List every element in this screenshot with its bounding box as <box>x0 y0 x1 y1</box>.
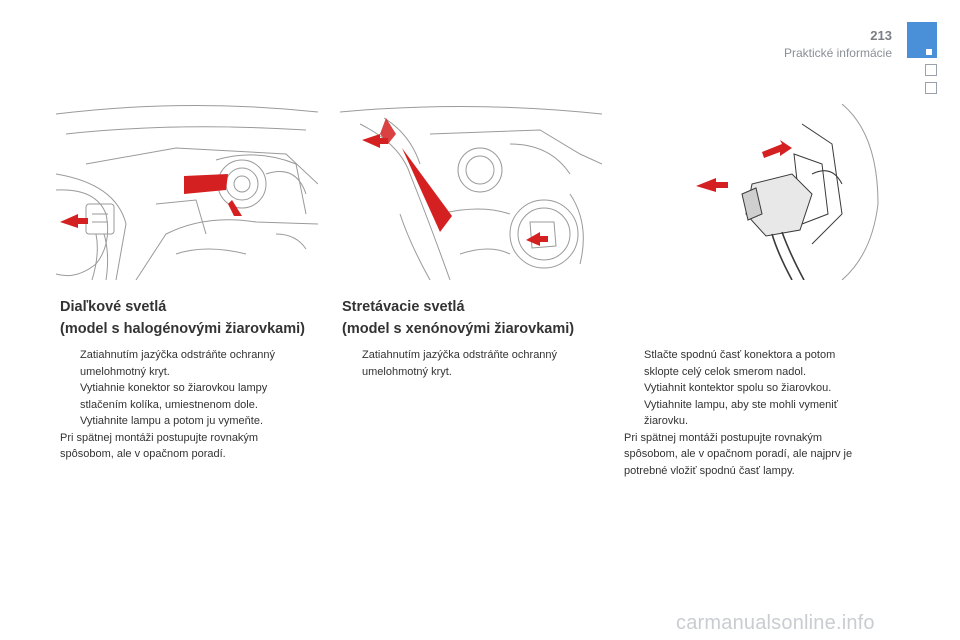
headlamp-drawing <box>56 104 318 280</box>
section-title: Praktické informácie <box>783 46 892 60</box>
illustration-connector-removal <box>682 104 882 280</box>
chapter-tab-active <box>907 22 937 58</box>
list-item-line: Zatiahnutím jazýčka odstráňte ochranný <box>362 349 558 361</box>
headlamp-drawing <box>340 104 602 280</box>
list-item-line: Vytiahnie konektor so žiarovkou lampy <box>80 382 268 394</box>
list-item <box>342 347 612 380</box>
heading-line: (model s halogénovými žiarovkami) <box>60 321 305 337</box>
instructions-connector <box>624 347 904 479</box>
list-item-line: umelohmotný kryt. <box>362 365 452 378</box>
list-item-line: Vytiahnite lampu, aby ste mohli vymeniť <box>644 398 838 411</box>
list-item-line: Vytiahnit kontektor spolu so žiarovkou. <box>644 382 832 394</box>
list-item-line: žiarovku. <box>644 415 689 427</box>
note-line: spôsobom, ale v opačnom poradí, ale najprv je <box>624 448 853 460</box>
illustration-halogen-headlamp <box>56 104 318 280</box>
connector-drawing <box>682 104 882 280</box>
list-item <box>624 347 904 380</box>
heading-line: (model s xenónovými žiarovkami) <box>342 321 575 337</box>
page-number: 213 <box>870 28 892 43</box>
note-line: Pri spätnej montáži postupujte rovnakým <box>60 431 259 444</box>
list-item-line: sklopte celý celok smerom nadol. <box>644 365 807 378</box>
list-item-line: Zatiahnutím jazýčka odstráňte ochranný <box>80 349 276 361</box>
heading-line: Stretávacie svetlá <box>342 299 465 315</box>
chapter-tab-box <box>925 64 937 76</box>
list-item <box>60 413 330 430</box>
heading-line: Diaľkové svetlá <box>60 299 167 315</box>
instructions-dipped-beam <box>342 347 612 380</box>
list-item <box>60 380 330 413</box>
tab-marker-icon <box>926 49 932 55</box>
heading-dipped-beam <box>342 296 574 340</box>
list-item-line: umelohmotný kryt. <box>80 365 170 378</box>
list-item-line: Vytiahnite lampu a potom ju vymeňte. <box>80 415 264 427</box>
watermark: carmanualsonline.info <box>676 612 875 634</box>
instructions-high-beam <box>60 347 330 463</box>
note-line: potrebné vložiť spodnú časť lampy. <box>624 464 795 477</box>
illustration-xenon-headlamp <box>340 104 602 280</box>
list-item <box>60 347 330 380</box>
chapter-tab-box <box>925 82 937 94</box>
note-line: spôsobom, ale v opačnom poradí. <box>60 448 226 460</box>
heading-high-beam <box>60 296 305 340</box>
list-item-line: stlačením kolíka, umiestnenom dole. <box>80 398 258 411</box>
list-item-line: Stlačte spodnú časť konektora a potom <box>644 349 836 361</box>
list-item <box>624 397 904 430</box>
note-line: Pri spätnej montáži postupujte rovnakým <box>624 431 823 444</box>
list-item <box>624 380 904 397</box>
